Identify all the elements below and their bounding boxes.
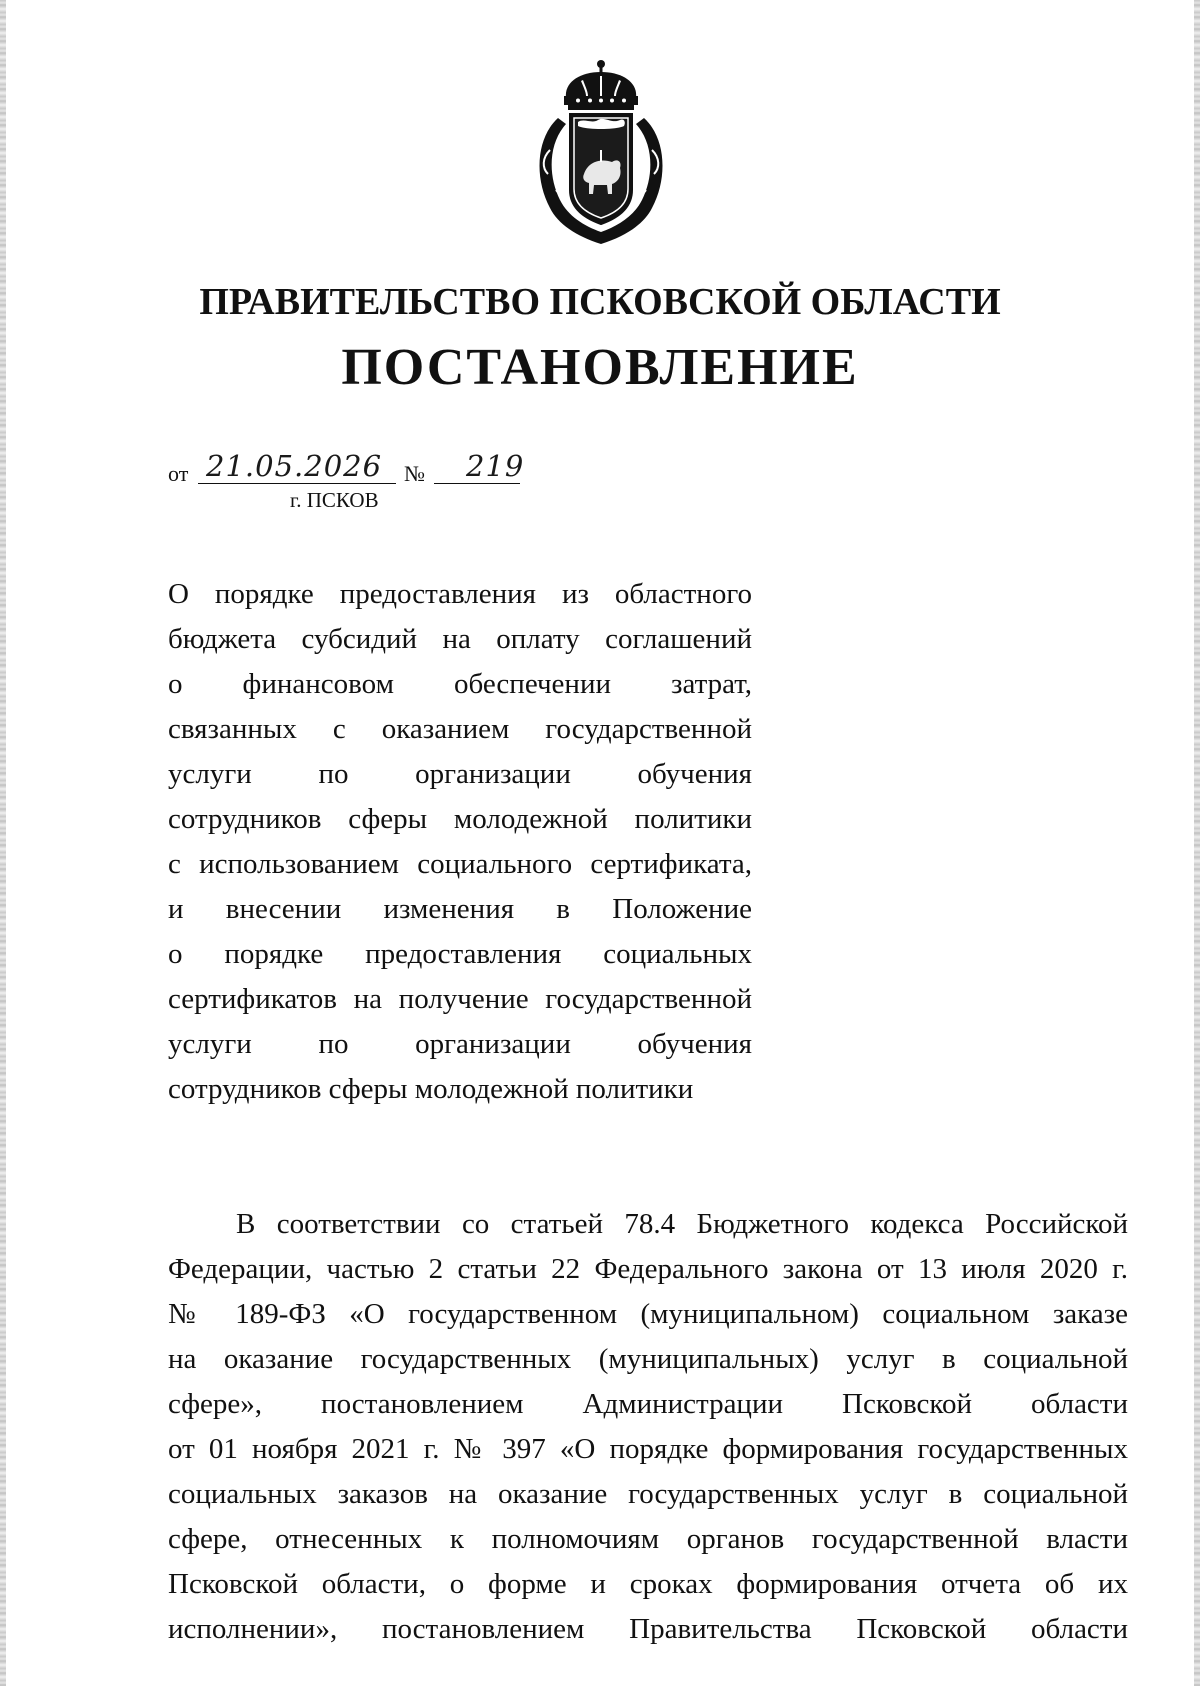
body-line: сфере, отнесенных к полномочиям органов государственной власти xyxy=(168,1523,1128,1555)
subject-line: услуги по организации обучения xyxy=(168,1028,752,1060)
body-line: Псковской области, о форме и сроках формирования отчета об их xyxy=(168,1568,1128,1600)
body-line: социальных заказов на оказание государственных услуг в социальной xyxy=(168,1478,1128,1510)
handwritten-number: 219 xyxy=(466,449,525,483)
subject-line: о финансовом обеспечении затрат, xyxy=(168,668,752,700)
document-subject xyxy=(168,572,752,1112)
subject-line: сертификатов на получение государственной xyxy=(168,983,752,1015)
scan-edge-left xyxy=(0,0,6,1686)
subject-line: и внесении изменения в Положение xyxy=(168,893,752,925)
document-type-heading: ПОСТАНОВЛЕНИЕ xyxy=(341,339,859,396)
body-line: № 189-ФЗ «О государственном (муниципальном) социальном заказе xyxy=(168,1298,1128,1330)
body-line: Федерации, частью 2 статьи 22 Федерального закона от 13 июля 2020 г. xyxy=(168,1253,1128,1285)
coat-of-arms-icon xyxy=(528,58,674,248)
scan-edge-right xyxy=(1194,0,1200,1686)
subject-line: связанных с оказанием государственной xyxy=(168,713,752,745)
subject-line: услуги по организации обучения xyxy=(168,758,752,790)
subject-line: о порядке предоставления социальных xyxy=(168,938,752,970)
preamble-paragraph xyxy=(168,1202,1128,1652)
body-line: исполнении», постановлением Правительства Псковской области xyxy=(168,1613,1128,1645)
subject-line: О порядке предоставления из областного xyxy=(168,578,752,610)
number-sign-label: № xyxy=(404,461,425,486)
handwritten-date: 21.05.2026 xyxy=(206,449,383,483)
number-underline xyxy=(434,483,520,484)
subject-line: бюджета субсидий на оплату соглашений xyxy=(168,623,752,655)
subject-line: сотрудников сферы молодежной политики xyxy=(168,803,752,835)
body-line: от 01 ноября 2021 г. № 397 «О порядке формирования государственных xyxy=(168,1433,1128,1465)
body-line: В соответствии со статьей 78.4 Бюджетного кодекса Российской xyxy=(236,1208,1128,1240)
date-from-label: от xyxy=(168,461,189,486)
organization-title: ПРАВИТЕЛЬСТВО ПСКОВСКОЙ ОБЛАСТИ xyxy=(199,281,1001,323)
body-line: сфере», постановлением Администрации Псковской области xyxy=(168,1388,1128,1420)
city-of-issue: г. ПСКОВ xyxy=(290,488,379,512)
subject-line: сотрудников сферы молодежной политики xyxy=(168,1073,694,1105)
subject-line: с использованием социального сертификата, xyxy=(168,848,752,880)
body-line: на оказание государственных (муниципальных) услуг в социальной xyxy=(168,1343,1128,1375)
date-underline xyxy=(198,483,396,484)
